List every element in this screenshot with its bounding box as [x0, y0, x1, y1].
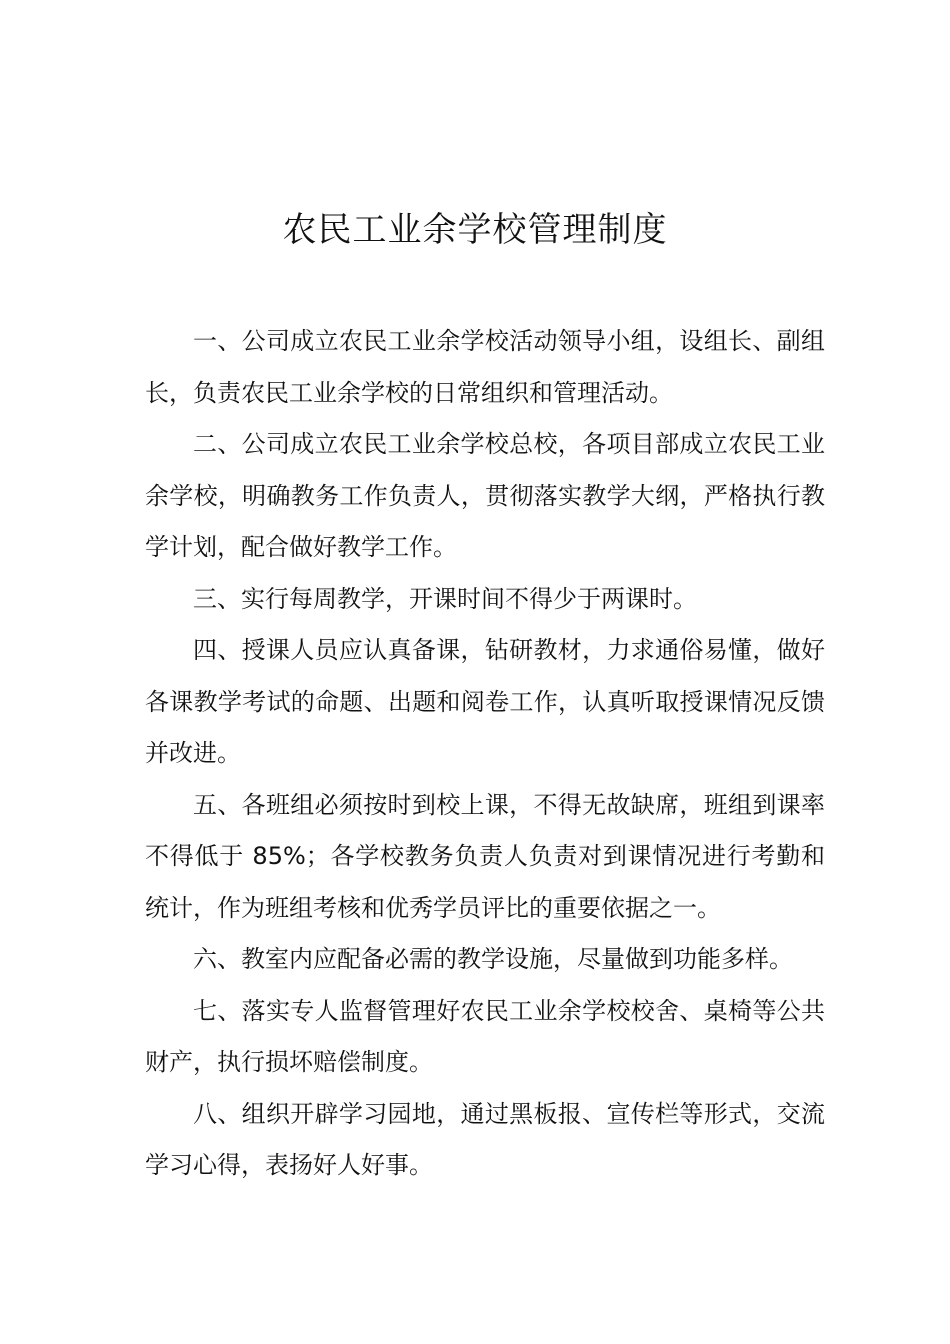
- clause-3: 三、实行每周教学，开课时间不得少于两课时。: [193, 584, 697, 613]
- clause-2: 二、公司成立农民工业余学校总校，各项目部成立农民工业余学校，明确教务工作负责人，贯彻落实教学大纲，严格执行教学计划，配合做好教学工作。: [145, 430, 825, 561]
- clause-5: 五、各班组必须按时到校上课，不得无故缺席，班组到课率不得低于 85%；各学校教务负责人负责对到课情况进行考勤和统计，作为班组考核和优秀学员评比的重要依据之一。: [145, 790, 825, 922]
- clause-6: 六、教室内应配备必需的教学设施，尽量做到功能多样。: [193, 945, 793, 973]
- clause-7: 七、落实专人监督管理好农民工业余学校校舍、桌椅等公共财产，执行损坏赔偿制度。: [145, 996, 825, 1076]
- clause-4: 四、授课人员应认真备课，钻研教材，力求通俗易懂，做好各课教学考试的命题、出题和阅卷工作，认真听取授课情况反馈并改进。: [145, 636, 825, 767]
- clause-8: 八、组织开辟学习园地，通过黑板报、宣传栏等形式，交流学习心得，表扬好人好事。: [145, 1099, 825, 1179]
- document-body: [145, 316, 825, 1192]
- clause-1: 一、公司成立农民工业余学校活动领导小组，设组长、副组长，负责农民工业余学校的日常组织和管理活动。: [145, 327, 825, 407]
- document-title: 农民工业余学校管理制度: [282, 210, 668, 250]
